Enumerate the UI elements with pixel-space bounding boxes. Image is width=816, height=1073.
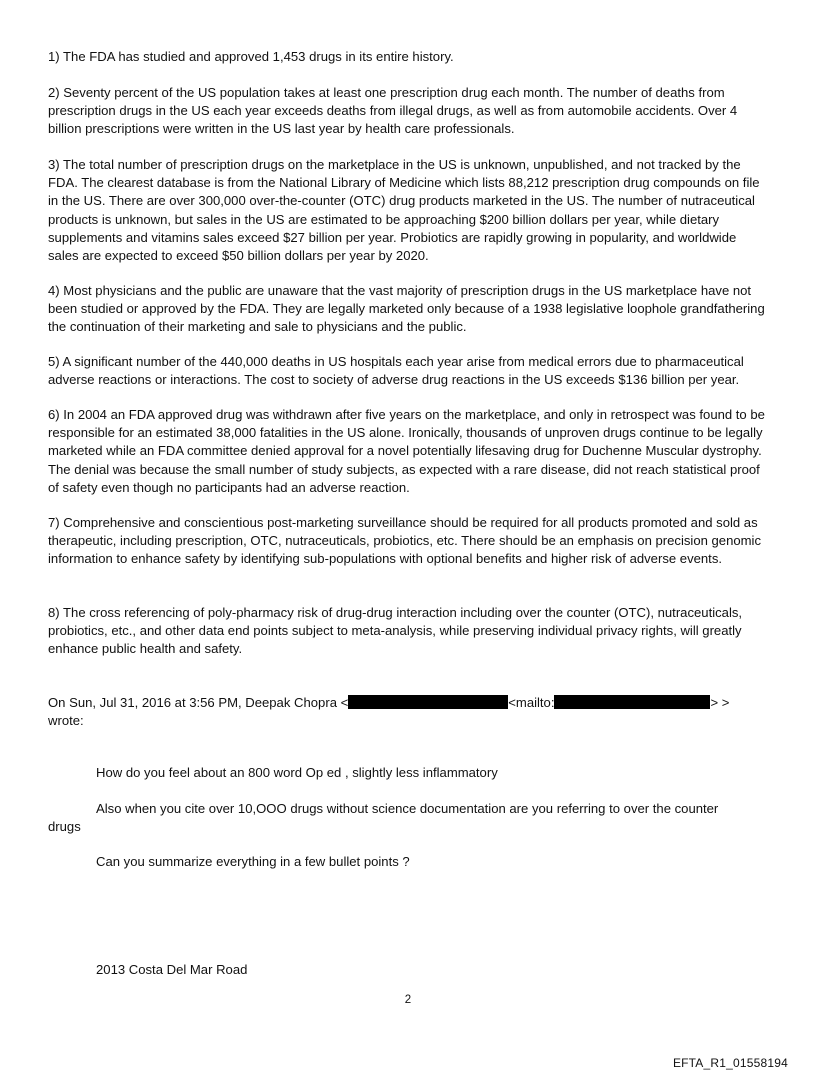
paragraph-7: 7) Comprehensive and conscientious post-marketing surveillance should be required for all products promoted and sold as therapeutic, including prescription, OTC, nutraceuticals, probiotics, etc. There should be an emphasis on precision genomic information to enhance safety by identifying sub-populations with optional benefits and higher risk of adverse events.: [48, 515, 762, 567]
quoted-address: 2013 Costa Del Mar Road: [96, 962, 248, 977]
redaction-email-1: [348, 695, 508, 709]
paragraph-1: 1) The FDA has studied and approved 1,453 drugs in its entire history.: [48, 49, 454, 64]
reply-header-wrote: wrote:: [48, 713, 84, 728]
paragraph-5: 5) A significant number of the 440,000 deaths in US hospitals each year arise from medical errors due to pharmaceutical adverse reactions or interactions. The cost to society of adverse drug reactions in the US exceeds $136 billion per year.: [48, 354, 744, 388]
paragraph-4: 4) Most physicians and the public are unaware that the vast majority of prescription drugs in the US marketplace have not been studied or approved by the FDA. They are legally marketed only because of a 1938 legislative loophole grandfathering the continuation of their marketing and sale to physicians and the public.: [48, 283, 765, 335]
quoted-line-1: How do you feel about an 800 word Op ed , slightly less inflammatory: [96, 765, 498, 780]
reply-header-suffix: > >: [710, 695, 730, 710]
page-number: 2: [404, 994, 412, 1006]
reply-header: [48, 694, 770, 712]
quoted-line-3: Can you summarize everything in a few bullet points ?: [96, 854, 410, 869]
paragraph-3: 3) The total number of prescription drugs on the marketplace in the US is unknown, unpublished, and not tracked by the FDA. The clearest database is from the National Library of Medicine which lists 88,212 prescription drug compounds on file in the US. There are over 300,000 over-the-counter (OTC) drug products marketed in the US. The number of nutraceutical products is unknown, but sales in the US are estimated to be approaching $200 billion dollars per year, while dietary supplements and vitamins sales exceed $27 billion per year. Probiotics are rapidly growing in popularity, and worldwide sales are expected to exceed $50 billion dollars per year by 2020.: [48, 157, 760, 264]
redaction-email-2: [554, 695, 710, 709]
quoted-line-2-wrap: drugs: [48, 819, 81, 834]
quoted-line-2: Also when you cite over 10,OOO drugs without science documentation are you referring to over the counter: [96, 801, 719, 816]
paragraph-6: 6) In 2004 an FDA approved drug was withdrawn after five years on the marketplace, and only in retrospect was found to be responsible for an estimated 38,000 fatalities in the US alone. Ironically, thousands of unproven drugs continue to be legally marketed while an FDA committee denied approval for a novel potentially lifesaving drug for Duchenne Muscular dystrophy. The denial was because the small number of study subjects, as expected with a rare disease, did not reach statistical proof of safety even though no participants had an adverse reaction.: [48, 407, 765, 495]
reply-header-prefix: On Sun, Jul 31, 2016 at 3:56 PM, Deepak Chopra <: [48, 695, 349, 710]
document-id: EFTA_R1_01558194: [672, 1056, 788, 1070]
paragraph-8: 8) The cross referencing of poly-pharmacy risk of drug-drug interaction including over the counter (OTC), nutraceuticals, probiotics, etc., and other data end points subject to meta-analysis, while preserving individual privacy rights, will greatly enhance public health and safety.: [48, 605, 743, 657]
paragraph-2: 2) Seventy percent of the US population takes at least one prescription drug each month. The number of deaths from prescription drugs in the US each year exceeds deaths from illegal drugs, as well as from automobile accidents. Over 4 billion prescriptions were written in the US last year by health care professionals.: [48, 85, 738, 137]
reply-header-mailto: <mailto:: [508, 695, 555, 710]
